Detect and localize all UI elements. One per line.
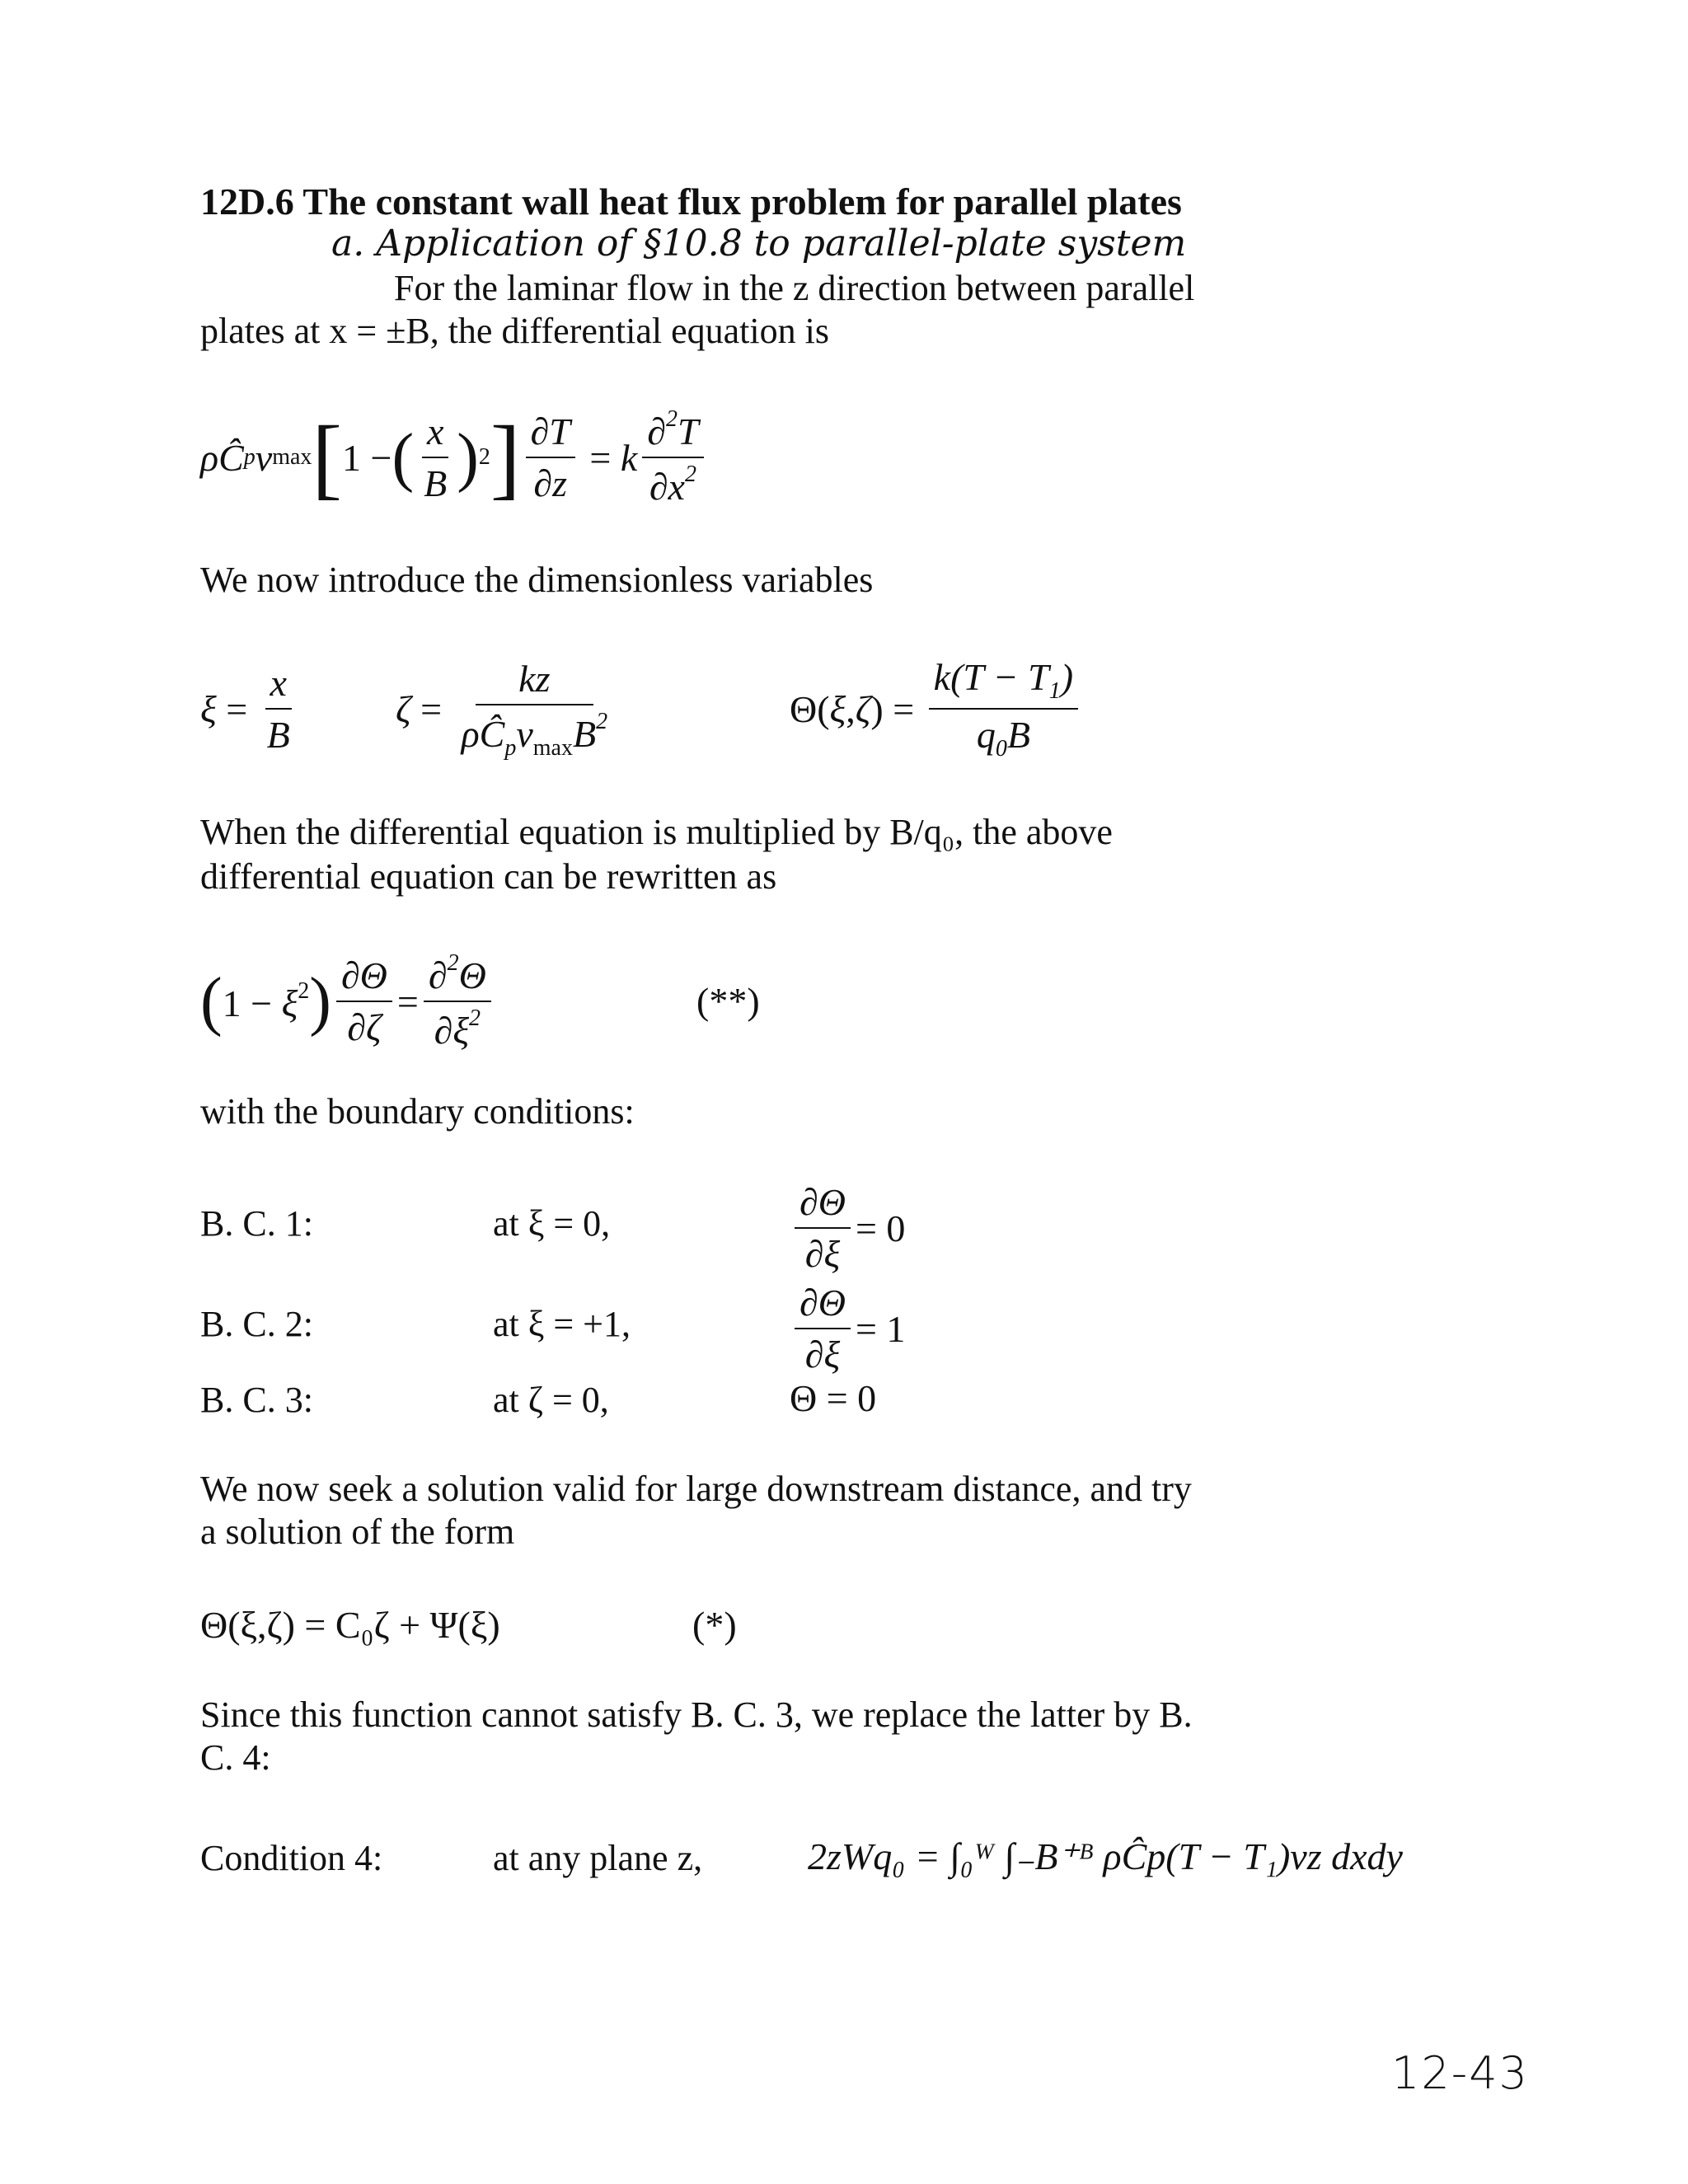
paragraph-6-line-2: C. 4: [200, 1737, 271, 1778]
paragraph-3-line-2: differential equation can be rewritten as [200, 856, 777, 897]
condition-4-equation: 2zWq₀ = ∫₀ᵂ ∫₋B⁺ᴮ ρĈp(T − T₁)vz dxdy [808, 1835, 1403, 1877]
paragraph-2: We now introduce the dimensionless variables [200, 560, 874, 600]
section-subheading: a. Application of §10.8 to parallel-plate system [331, 223, 1187, 265]
bc1-condition: $\frac{\partial\Theta}{\partial\xi}$ = 0 [790, 1179, 905, 1277]
page-number: 12-43 [1391, 2047, 1529, 2099]
condition-4-location: at any plane z, [493, 1838, 703, 1878]
bc1-label: B. C. 1: [200, 1203, 313, 1244]
xi-definition: ξ = $\frac{x}{B}$ [200, 655, 300, 762]
bc2-label: B. C. 2: [200, 1304, 313, 1344]
bc3-label: B. C. 3: [200, 1380, 313, 1420]
paragraph-3-line-1: When the differential equation is multiplied by B/q₀, the above [200, 812, 1113, 852]
bc2-condition: $\frac{\partial\Theta}{\partial\xi}$ = 1 [790, 1279, 905, 1378]
paragraph-5-line-1: We now seek a solution valid for large downstream distance, and try [200, 1469, 1192, 1509]
equation-tag-single-star: (*) [692, 1604, 737, 1646]
bc1-rhs: = 0 [855, 1207, 906, 1249]
paragraph-1-line-1: For the laminar flow in the z direction between parallel [394, 268, 1195, 308]
bc3-location: at ζ = 0, [493, 1380, 609, 1420]
section-heading: 12D.6 The constant wall heat flux problem for parallel plates [200, 180, 1182, 223]
equation-tag-double-star: (**) [696, 980, 760, 1022]
dimensionless-equation: ( $1 - \xi^2$ ) $\frac{\partial\Theta}{\partial\zeta}$ = $\frac{\partial^2\Theta}{\partial\xi^2}$ [200, 948, 496, 1055]
differential-equation: ρĈ p v max [ 1 − ( $\frac{x}{B}$ ) 2 ] $\frac{\partial T}{\partial z}$ = k $\frac{\partial^2T}{\partial x^2}$ [200, 396, 709, 519]
bc3-condition: Θ = 0 [790, 1377, 877, 1419]
paragraph-6-line-1: Since this function cannot satisfy B. C. 3, we replace the latter by B. [200, 1694, 1193, 1735]
solution-form: Θ(ξ,ζ) = C₀ζ + Ψ(ξ) [200, 1604, 500, 1646]
zeta-definition: ζ = $\frac{kz}{\rho Ĉ_pv_{max}B^2}$ [396, 657, 608, 761]
bc2-location: at ξ = +1, [493, 1304, 631, 1344]
paragraph-5-line-2: a solution of the form [200, 1511, 515, 1552]
theta-definition: Θ(ξ,ζ) = $\frac{k(T - T_1)}{q_0B}$ [790, 655, 1083, 762]
paragraph-1-line-2: plates at x = ±B, the differential equation is [200, 311, 829, 351]
bc2-rhs: = 1 [855, 1307, 906, 1350]
condition-4-label: Condition 4: [200, 1838, 383, 1878]
bc1-location: at ξ = 0, [493, 1203, 611, 1244]
paragraph-4: with the boundary conditions: [200, 1091, 635, 1132]
